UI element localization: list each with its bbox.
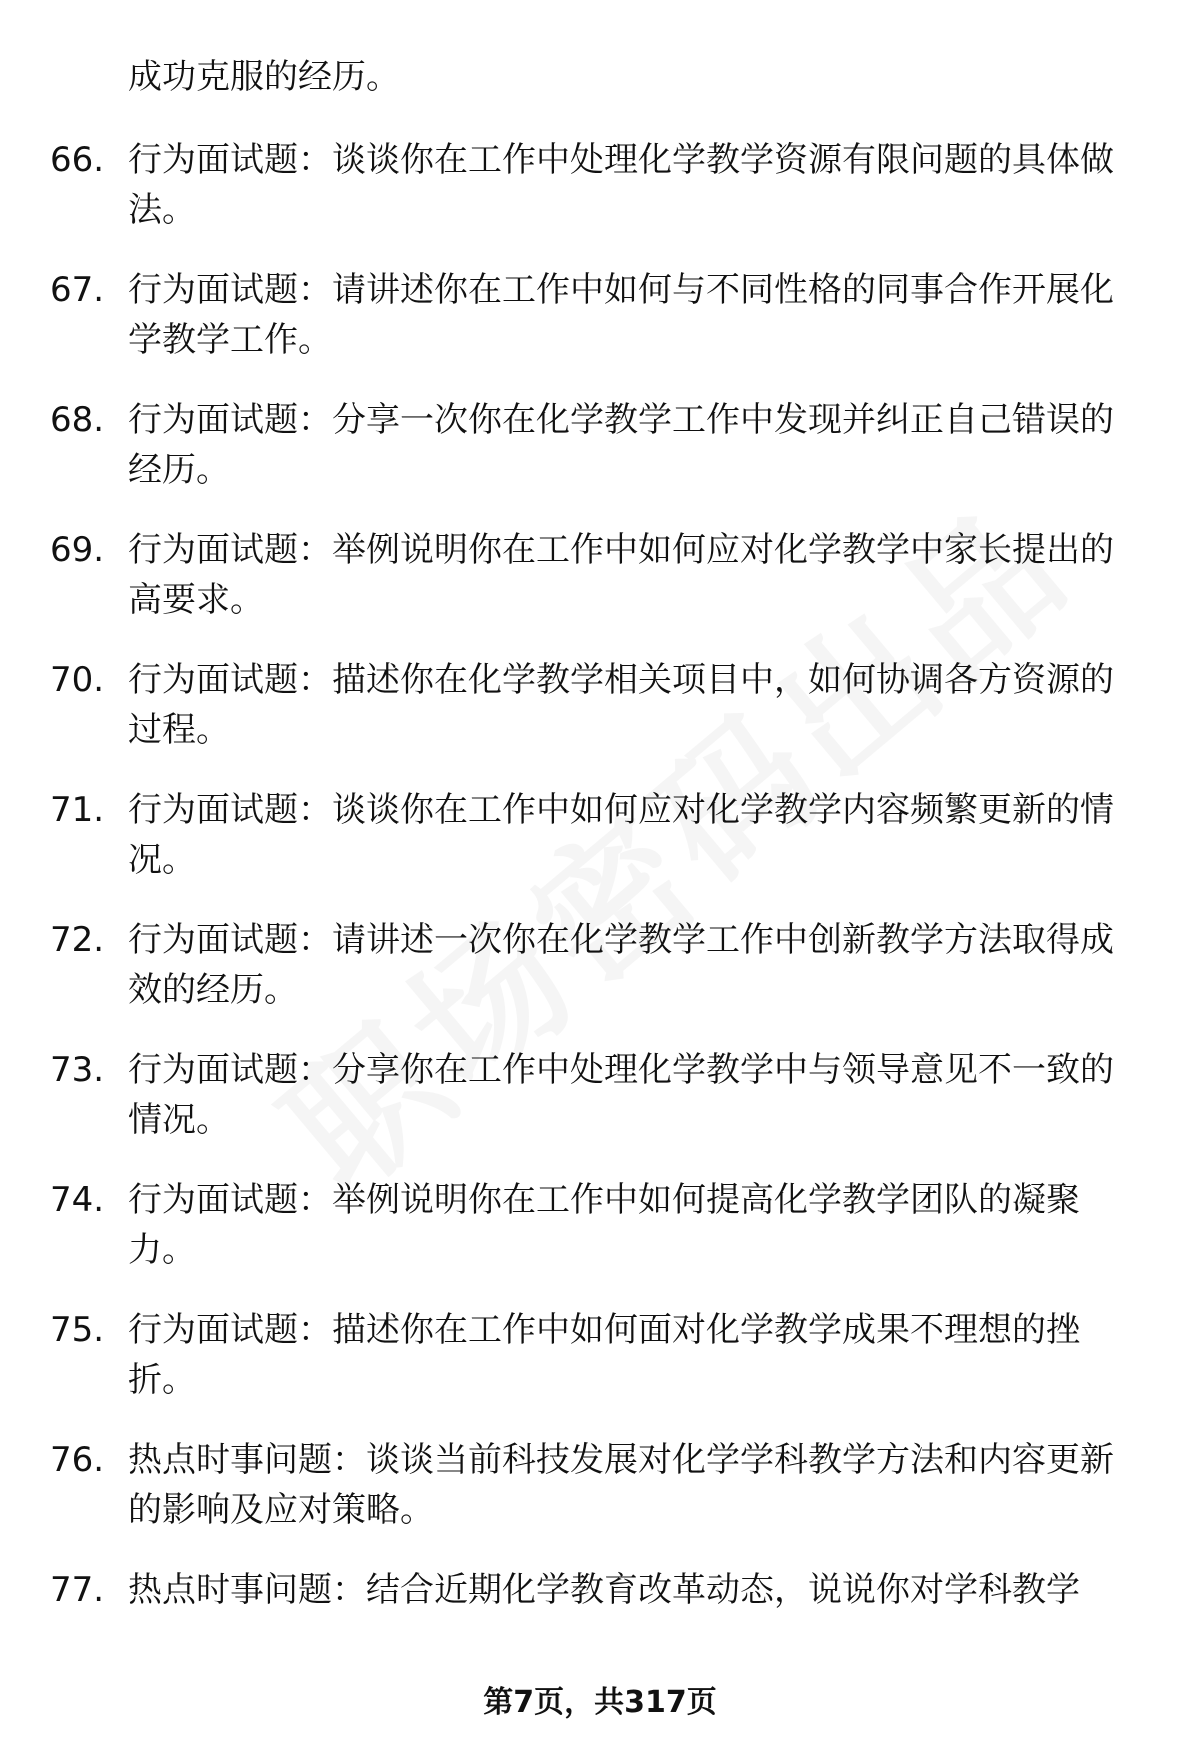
- list-item: [0, 1305, 1200, 1435]
- item-number: 73.: [50, 1050, 105, 1090]
- item-text: 行为面试题：分享一次你在化学教学工作中发现并纠正自己错误的经历。: [128, 400, 1114, 490]
- item-text: 行为面试题：谈谈你在工作中如何应对化学教学内容频繁更新的情况。: [128, 790, 1114, 880]
- item-number: 70.: [50, 660, 105, 700]
- question-list: [0, 135, 1200, 1695]
- item-text: 行为面试题：请讲述你在工作中如何与不同性格的同事合作开展化学教学工作。: [128, 270, 1114, 360]
- list-item: [0, 525, 1200, 655]
- list-item: [0, 785, 1200, 915]
- item-number: 71.: [50, 790, 105, 830]
- item-text: 行为面试题：描述你在化学教学相关项目中，如何协调各方资源的过程。: [128, 660, 1114, 750]
- list-item: [0, 1045, 1200, 1175]
- list-item: [0, 655, 1200, 785]
- item-number: 66.: [50, 140, 105, 180]
- item-text: 行为面试题：举例说明你在工作中如何应对化学教学中家长提出的高要求。: [128, 530, 1114, 620]
- list-item: [0, 395, 1200, 525]
- item-number: 69.: [50, 530, 105, 570]
- list-item: [0, 1175, 1200, 1305]
- item-number: 75.: [50, 1310, 105, 1350]
- list-item: [0, 1435, 1200, 1565]
- item-text: 行为面试题：请讲述一次你在化学教学工作中创新教学方法取得成效的经历。: [128, 920, 1114, 1010]
- item-number: 76.: [50, 1440, 105, 1480]
- item-number: 74.: [50, 1180, 105, 1220]
- item-text: 行为面试题：分享你在工作中处理化学教学中与领导意见不一致的情况。: [128, 1050, 1114, 1140]
- item-text: 行为面试题：举例说明你在工作中如何提高化学教学团队的凝聚力。: [128, 1180, 1080, 1270]
- page-footer: 第7页，共317页: [483, 1685, 717, 1720]
- item-number: 77.: [50, 1570, 105, 1610]
- item-text: 热点时事问题：谈谈当前科技发展对化学学科教学方法和内容更新的影响及应对策略。: [128, 1440, 1114, 1530]
- item-number: 67.: [50, 270, 105, 310]
- list-item: [0, 265, 1200, 395]
- list-item: [0, 1565, 1200, 1695]
- item-number: 72.: [50, 920, 105, 960]
- item-text: 热点时事问题：结合近期化学教育改革动态，说说你对学科教学: [128, 1570, 1080, 1610]
- item-text: 行为面试题：描述你在工作中如何面对化学教学成果不理想的挫折。: [128, 1310, 1080, 1400]
- list-item: [0, 135, 1200, 265]
- continuation-text: 成功克服的经历。: [128, 57, 400, 97]
- item-text: 行为面试题：谈谈你在工作中处理化学教学资源有限问题的具体做法。: [128, 140, 1114, 230]
- item-number: 68.: [50, 400, 105, 440]
- list-item: [0, 915, 1200, 1045]
